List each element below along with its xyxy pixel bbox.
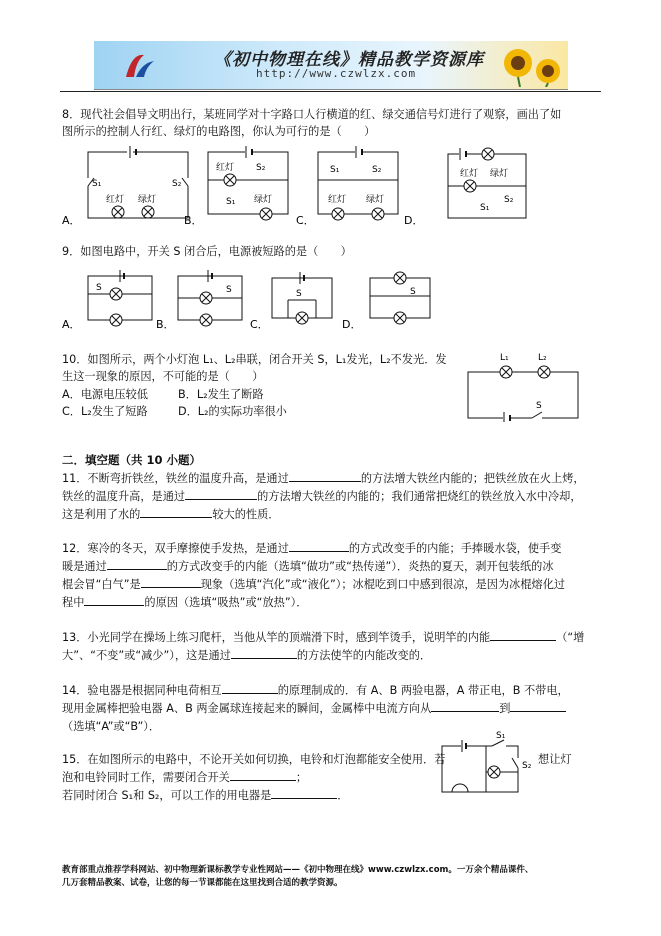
banner-url[interactable]: http://www.czwlzx.com bbox=[256, 67, 417, 80]
q11-line3: 这是利用了水的 较大的性质． bbox=[62, 508, 280, 521]
q12-line2: 暖是通过 的方式改变手的内能（选填“做功”或“热传递”）．炎热的夏天，剥开包装纸的冰 bbox=[62, 560, 554, 573]
q8-option-c: C． bbox=[296, 214, 315, 227]
q10-option-a: A．电源电压较低 bbox=[62, 388, 148, 401]
q11-blank-3[interactable] bbox=[140, 507, 212, 518]
q9-circuits bbox=[60, 264, 460, 334]
q15-line1-end: 想让灯 bbox=[538, 753, 572, 766]
q10-option-c: C．L₂发生了短路 bbox=[62, 405, 148, 418]
header-banner bbox=[94, 41, 568, 90]
q12-blank-4[interactable] bbox=[84, 595, 144, 606]
q8a-green: 绿灯 bbox=[138, 195, 157, 205]
q15-blank-2[interactable] bbox=[271, 788, 337, 799]
q8-line1: 8．现代社会倡导文明出行，某班同学对十字路口人行横道的红、绿交通信号灯进行了观察，画出了如 bbox=[62, 108, 562, 121]
q8a-red: 红灯 bbox=[106, 195, 125, 205]
q9d-s: S bbox=[410, 287, 416, 297]
q12-blank-1[interactable] bbox=[289, 541, 349, 552]
q8b-green: 绿灯 bbox=[254, 195, 273, 205]
q8c-green: 绿灯 bbox=[366, 195, 385, 205]
q10-l2: L₂ bbox=[538, 353, 547, 363]
q15-line3: 若同时闭合 S₁和 S₂，可以工作的用电器是 ． bbox=[62, 789, 349, 802]
header-rule bbox=[60, 91, 601, 92]
q8b-s1: S₁ bbox=[226, 197, 236, 207]
q11-blank-1[interactable] bbox=[289, 471, 361, 482]
q12-line1: 12．寒冷的冬天，双手摩擦使手发热，是通过 的方式改变手的内能；手捧暖水袋，使手变 bbox=[62, 542, 562, 555]
q9-option-b: B． bbox=[156, 318, 175, 331]
q9-option-c: C． bbox=[250, 318, 269, 331]
q8c-s2: S₂ bbox=[372, 165, 382, 175]
q9a-s: S bbox=[96, 283, 102, 293]
q8-circuit-c bbox=[318, 146, 398, 220]
q13-line2: 大”、“不变”或“减少”），这是通过 的方法使竿的内能改变的． bbox=[62, 649, 432, 662]
q8a-s1: S₁ bbox=[92, 179, 102, 189]
q12-line4: 程中 的原因（选填“吸热”或“放热”）． bbox=[62, 596, 308, 609]
q9c-s: S bbox=[296, 289, 302, 299]
footer-line1: 教育部重点推荐学科网站、初中物理新课标教学专业性网站——《初中物理在线》www.czwlzx.com。一万余个精品课件、 bbox=[62, 865, 534, 875]
q10-option-b: B．L₂发生了断路 bbox=[178, 388, 264, 401]
section2-title: 二．填空题（共 10 小题） bbox=[62, 453, 202, 467]
q15-line2: 泡和电铃同时工作，需要闭合开关 ； bbox=[62, 771, 308, 784]
q8-line2: 图所示的控制人行红、绿灯的电路图，你认为可行的是（ ） bbox=[62, 125, 376, 138]
q14-line3: （选填“A”或“B”）． bbox=[62, 720, 161, 733]
site-logo-icon bbox=[122, 49, 158, 81]
q14-line1: 14．验电器是根据同种电荷相互 的原理制成的．有 A、B 两验电器，A 带正电，B 不带电， bbox=[62, 684, 569, 697]
q14-blank-3[interactable] bbox=[510, 701, 566, 712]
q10-circuit bbox=[460, 346, 584, 422]
q12-blank-3[interactable] bbox=[141, 577, 201, 588]
q8-circuits bbox=[60, 140, 600, 232]
q8-option-b: B． bbox=[184, 214, 203, 227]
q10-option-d: D．L₂的实际功率很小 bbox=[178, 405, 287, 418]
q14-blank-1[interactable] bbox=[222, 683, 278, 694]
banner-title: 《初中物理在线》精品教学资源库 bbox=[214, 50, 484, 70]
q8b-s2: S₂ bbox=[256, 163, 266, 173]
q15-blank-1[interactable] bbox=[230, 770, 296, 781]
q15-s1: S₁ bbox=[496, 731, 506, 741]
q8d-red: 红灯 bbox=[460, 169, 479, 179]
q11-line2: 铁丝的温度升高，是通过 的方法增大铁丝的内能的；我们通常把烧红的铁丝放入水中冷却， bbox=[62, 490, 582, 503]
q8a-s2: S₂ bbox=[172, 179, 182, 189]
q11-line1: 11．不断弯折铁丝，铁丝的温度升高，是通过 的方法增大铁丝内能的；把铁丝放在火上烤， bbox=[62, 472, 585, 485]
q13-line1: 13．小光同学在操场上练习爬杆，当他从竿的顶端滑下时，感到竿烫手，说明竿的内能 （“增 bbox=[62, 631, 585, 644]
q14-line2: 现用金属棒把验电器 A、B 两金属球连接起来的瞬间，金属棒中电流方向从 到 bbox=[62, 700, 566, 717]
q15-s2: S₂ bbox=[522, 761, 532, 771]
q15-line1: 15．在如图所示的电路中，不论开关如何切换，电铃和灯泡都能安全使用．若 bbox=[62, 753, 446, 766]
q13-blank-1[interactable] bbox=[490, 630, 556, 641]
q9-line1: 9．如图电路中，开关 S 闭合后，电源被短路的是（ ） bbox=[62, 245, 352, 258]
q10-s: S bbox=[536, 401, 542, 411]
q8d-s1: S₁ bbox=[480, 203, 490, 213]
q8d-green: 绿灯 bbox=[490, 169, 509, 179]
q10-line1: 10．如图所示，两个小灯泡 L₁、L₂串联，闭合开关 S，L₁发光，L₂不发光．发 bbox=[62, 353, 447, 366]
q8-option-d: D． bbox=[404, 214, 424, 227]
q14-blank-2[interactable] bbox=[431, 701, 499, 712]
q13-blank-2[interactable] bbox=[231, 648, 297, 659]
q11-blank-2[interactable] bbox=[185, 489, 257, 500]
q9b-s: S bbox=[226, 285, 232, 295]
q15-circuit bbox=[436, 728, 536, 800]
q9-option-a: A． bbox=[62, 318, 81, 331]
q8b-red: 红灯 bbox=[216, 163, 235, 173]
q12-line3: 棍会冒“白气”是 现象（选填“汽化”或“液化”）；冰棍吃到口中感到很凉，是因为冰棍熔化过 bbox=[62, 578, 566, 591]
q9-option-d: D． bbox=[342, 318, 362, 331]
q8-option-a: A． bbox=[62, 214, 81, 227]
q10-line2: 生这一现象的原因，不可能的是（ ） bbox=[62, 370, 264, 383]
q8c-s1: S₁ bbox=[330, 165, 340, 175]
q8c-red: 红灯 bbox=[328, 195, 347, 205]
q12-blank-2[interactable] bbox=[107, 559, 167, 570]
sunflower-icon bbox=[498, 45, 562, 87]
q8d-s2: S₂ bbox=[504, 195, 514, 205]
q10-l1: L₁ bbox=[500, 353, 509, 363]
q8-circuit-b bbox=[208, 146, 288, 220]
footer-line2: 几万套精品教案、试卷，让您的每一节课都能在这里找到合适的教学资源。 bbox=[62, 878, 343, 888]
